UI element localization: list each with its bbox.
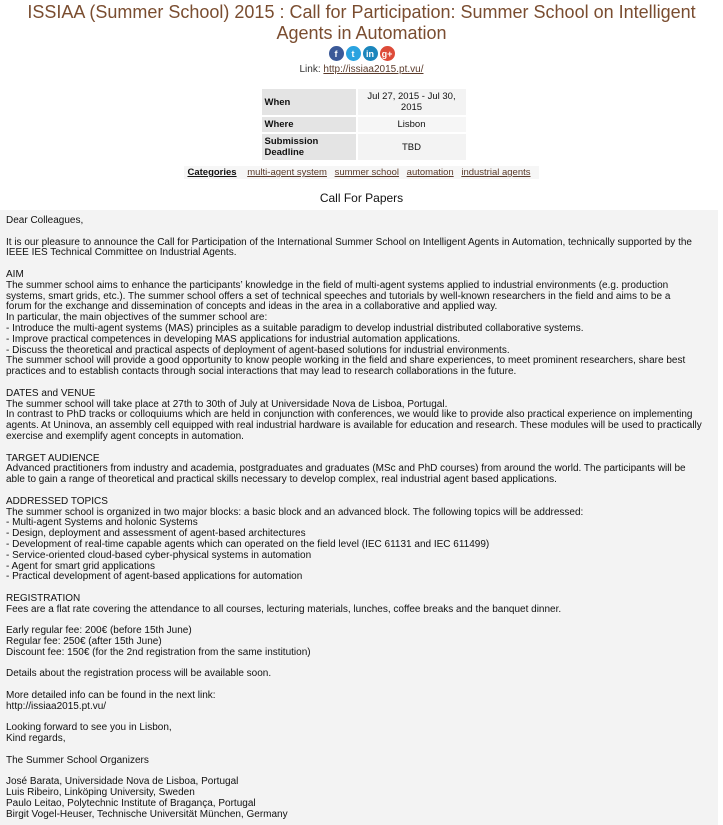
info-key: Submission Deadline [262, 134, 356, 160]
text-line: - Design, deployment and assessment of agent-based architectures [6, 528, 306, 540]
text-line: exercise and exemplify agent concepts in automation. [6, 430, 244, 442]
paragraph [6, 497, 714, 583]
text-line: ADDRESSED TOPICS [6, 495, 108, 507]
text-line: Luis Ribeiro, Linköping University, Sweden [6, 787, 195, 799]
text-line: http://issiaa2015.pt.vu/ [6, 700, 107, 712]
section-title: Call For Papers [319, 191, 404, 205]
twitter-icon[interactable]: t [346, 46, 361, 61]
linkedin-icon[interactable]: in [363, 46, 378, 61]
info-value: TBD [358, 134, 466, 160]
link-label: Link: [299, 64, 321, 75]
paragraph [6, 389, 714, 443]
paragraph [6, 691, 714, 713]
text-line: forum for the exchange and dissemination of concepts and ideas in the area in a collaborative and applied way. [6, 301, 498, 313]
text-line: REGISTRATION [6, 592, 81, 604]
text-line: Details about the registration process will be available soon. [6, 668, 272, 680]
facebook-icon[interactable]: f [329, 46, 344, 61]
text-line: Discount fee: 150€ (for the 2nd registration from the same institution) [6, 646, 311, 658]
paragraph [6, 756, 714, 767]
text-line: DATES and VENUE [6, 387, 96, 399]
text-line: José Barata, Universidade Nova de Lisboa, Portugal [6, 776, 239, 788]
text-line: The Summer School Organizers [6, 754, 149, 766]
paragraph [6, 723, 714, 745]
text-line: - Service-oriented cloud-based cyber-physical systems in automation [6, 549, 312, 561]
info-key: Where [262, 117, 356, 132]
category-link[interactable]: summer school [334, 167, 400, 178]
paragraph [6, 270, 714, 378]
paragraph [6, 777, 714, 820]
text-line: It is our pleasure to announce the Call for Participation of the International Summer School on Intelligent Agents in Automation, technically supported by the [6, 236, 692, 248]
event-link[interactable]: http://issiaa2015.pt.vu/ [323, 64, 424, 75]
text-line: The summer school aims to enhance the participants’ knowledge in the field of multi-agent systems applied to industrial environments (e.g. production [6, 279, 669, 291]
text-line: - Introduce the multi-agent systems (MAS) principles as a suitable paradigm to develop industrial distributed collaborative systems. [6, 322, 584, 334]
info-row-deadline [262, 134, 466, 160]
text-line: Regular fee: 250€ (after 15th June) [6, 636, 162, 648]
info-row-when [262, 89, 466, 115]
text-line: In contrast to PhD tracks or colloquiums which are held in conjunction with conferences, we would like to provide also practical experience on implementing [6, 409, 693, 421]
text-line: - Practical development of agent-based applications for automation [6, 571, 303, 583]
paragraph [6, 669, 714, 680]
text-line: In particular, the main objectives of the summer school are: [6, 312, 268, 324]
text-line: Paulo Leitao, Polytechnic Institute of Bragança, Portugal [6, 798, 256, 810]
social-share-bar [0, 46, 723, 62]
call-body-text [0, 210, 718, 825]
paragraph [6, 238, 714, 260]
category-link[interactable]: multi-agent system [247, 167, 327, 178]
text-line: Fees are a flat rate covering the attendance to all courses, lecturing materials, lunches, coffee breaks and the banquet dinner. [6, 603, 562, 615]
paragraph [6, 626, 714, 658]
text-line: Dear Colleagues, [6, 215, 84, 226]
info-key: When [262, 89, 356, 115]
text-line: systems, smart grids, etc.). The summer school offers a set of technical speeches and tutorials by well-known researchers in the field and aims to be a [6, 290, 671, 302]
info-value: Jul 27, 2015 - Jul 30, 2015 [358, 89, 466, 115]
google-plus-icon[interactable]: g+ [380, 46, 395, 61]
text-line: agents. At Uninova, an assembly cell equipped with real industrial hardware is available for education and research. These modules will be used to practically [6, 420, 702, 432]
text-line: - Development of real-time capable agents which can operated on the field level (IEC 61131 and IEC 611499) [6, 538, 490, 550]
text-line: practices and to establish contacts through social interactions that may lead to research collaborations in the future. [6, 366, 517, 378]
text-line: The summer school will take place at 27th to 30th of July at Universidade Nova de Lisboa, Portugal. [6, 398, 448, 410]
text-line: The summer school is organized in two major blocks: a basic block and an advanced block. The following topics will be addressed: [6, 506, 584, 518]
category-link[interactable]: automation [406, 167, 454, 178]
text-line: IEEE IES Technical Committee on Industrial Agents. [6, 247, 237, 259]
page-title [0, 0, 723, 44]
text-line: - Improve practical competences in developing MAS applications for industrial automation applications. [6, 333, 461, 345]
paragraph [6, 594, 714, 616]
text-line: - Agent for smart grid applications [6, 560, 155, 572]
event-info-table [260, 87, 468, 162]
text-line: AIM [6, 268, 24, 280]
title-line-2: Agents in Automation [276, 23, 447, 43]
category-link[interactable]: industrial agents [461, 167, 531, 178]
info-row-where [262, 117, 466, 132]
paragraph [6, 216, 714, 227]
text-line: Looking forward to see you in Lisbon, [6, 722, 172, 734]
info-value: Lisbon [358, 117, 466, 132]
text-line: Kind regards, [6, 733, 66, 745]
text-line: More detailed info can be found in the next link: [6, 690, 216, 702]
text-line: Early regular fee: 200€ (before 15th June) [6, 625, 192, 637]
paragraph [6, 454, 714, 486]
text-line: The summer school will provide a good opportunity to know people working in the field and share experiences, to meet prominent researchers, share best [6, 355, 686, 367]
categories-bar [0, 166, 723, 179]
text-line: Birgit Vogel-Heuser, Technische Universität München, Germany [6, 808, 288, 820]
text-line: Advanced practitioners from industry and academia, postgraduates and graduates (MSc and PhD courses) from around the world. The participants will be [6, 463, 686, 475]
text-line: able to gain a range of theoretical and practical skills necessary to develop complex, real industrial agent based applications. [6, 474, 557, 486]
text-line: - Discuss the theoretical and practical aspects of deployment of agent-based solutions for industrial environments. [6, 344, 510, 356]
title-line-1: ISSIAA (Summer School) 2015 : Call for Participation: Summer School on Intelligent [27, 2, 696, 22]
categories-label[interactable]: Categories [187, 167, 237, 178]
event-link-row [0, 64, 723, 75]
text-line: - Multi-agent Systems and holonic Systems [6, 517, 198, 529]
text-line: TARGET AUDIENCE [6, 452, 100, 464]
